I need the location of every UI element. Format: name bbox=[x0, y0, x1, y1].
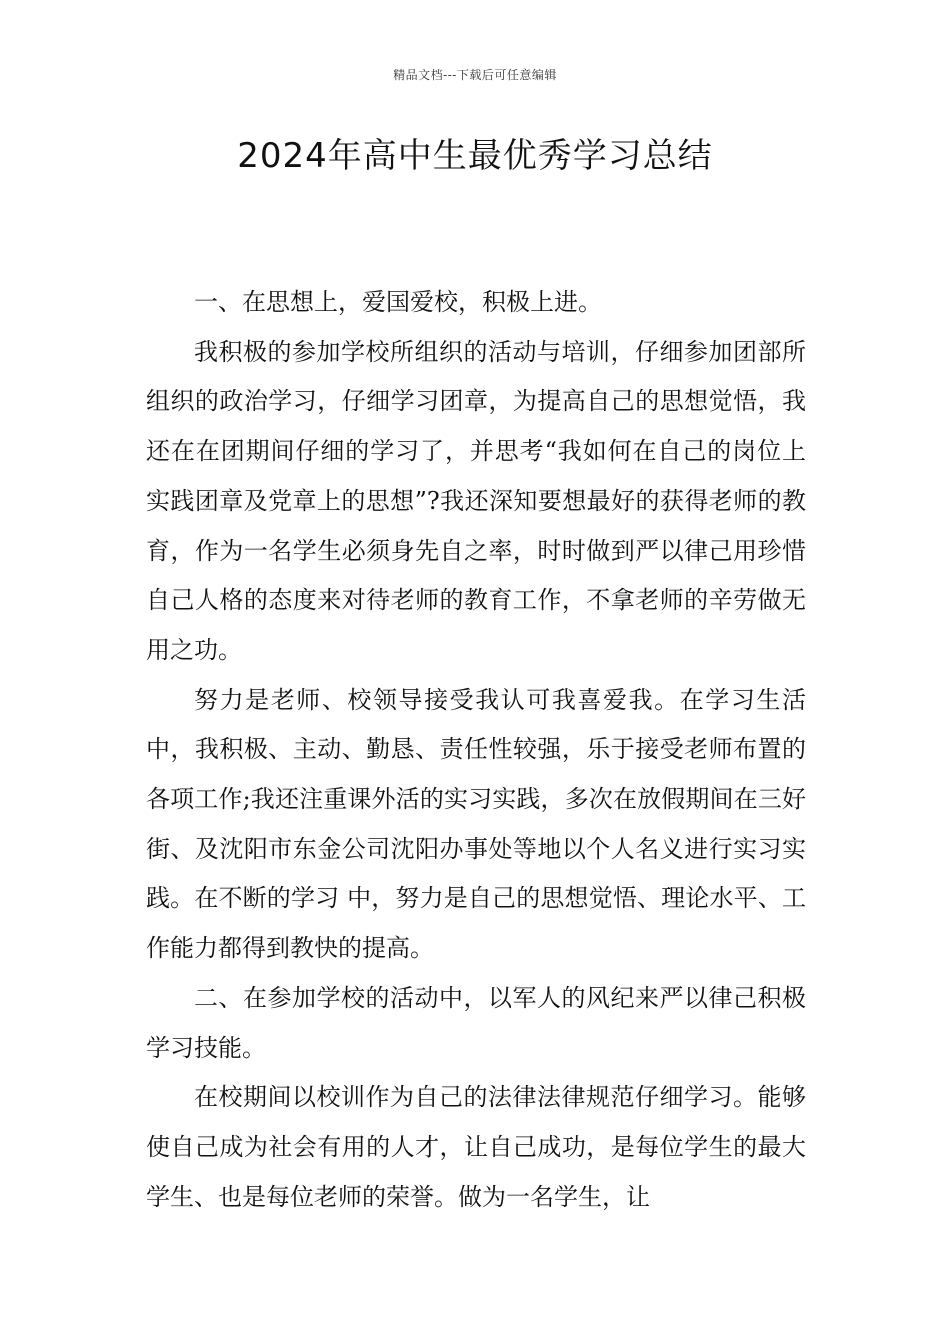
paragraph: 努力是老师、校领导接受我认可我喜爱我。在学习生活中，我积极、主动、勤恳、责任性较强，乐于接受老师布置的各项工作;我还注重课外活的实习实践，多次在放假期间在三好街、及沈阳市东金公司沈阳办事处等地以个人名义进行实习实践。在不断的学习 中，努力是自己的思想觉悟、理论水平、工作能力都得到教快的提高。 bbox=[146, 685, 806, 963]
document-body bbox=[146, 278, 806, 1222]
document-title: 2024年高中生最优秀学习总结 bbox=[237, 136, 713, 176]
paragraph: 我积极的参加学校所组织的活动与培训，仔细参加团部所组织的政治学习，仔细学习团章，为提高自己的思想觉悟，我还在在团期间仔细的学习了，并思考“我如何在自己的岗位上实践团章及党章上的思想”?我还深知要想最好的获得老师的教育，作为一名学生必须身先自之率，时时做到严以律己用珍惜自己人格的态度来对待老师的教育工作，不拿老师的辛劳做无用之功。 bbox=[146, 337, 806, 664]
paragraph: 在校期间以校训作为自己的法律法律规范仔细学习。能够使自己成为社会有用的人才，让自己成功，是每位学生的最大学生、也是每位老师的荣誉。做为一名学生，让 bbox=[146, 1083, 806, 1211]
paragraph-section-1-heading: 一、在思想上，爱国爱校，积极上进。 bbox=[194, 288, 602, 316]
paragraph-section-2-heading: 二、在参加学校的活动中，以军人的风纪来严以律己积极学习技能。 bbox=[146, 983, 806, 1062]
header-note: 精品文档---下载后可任意编辑 bbox=[393, 68, 557, 82]
